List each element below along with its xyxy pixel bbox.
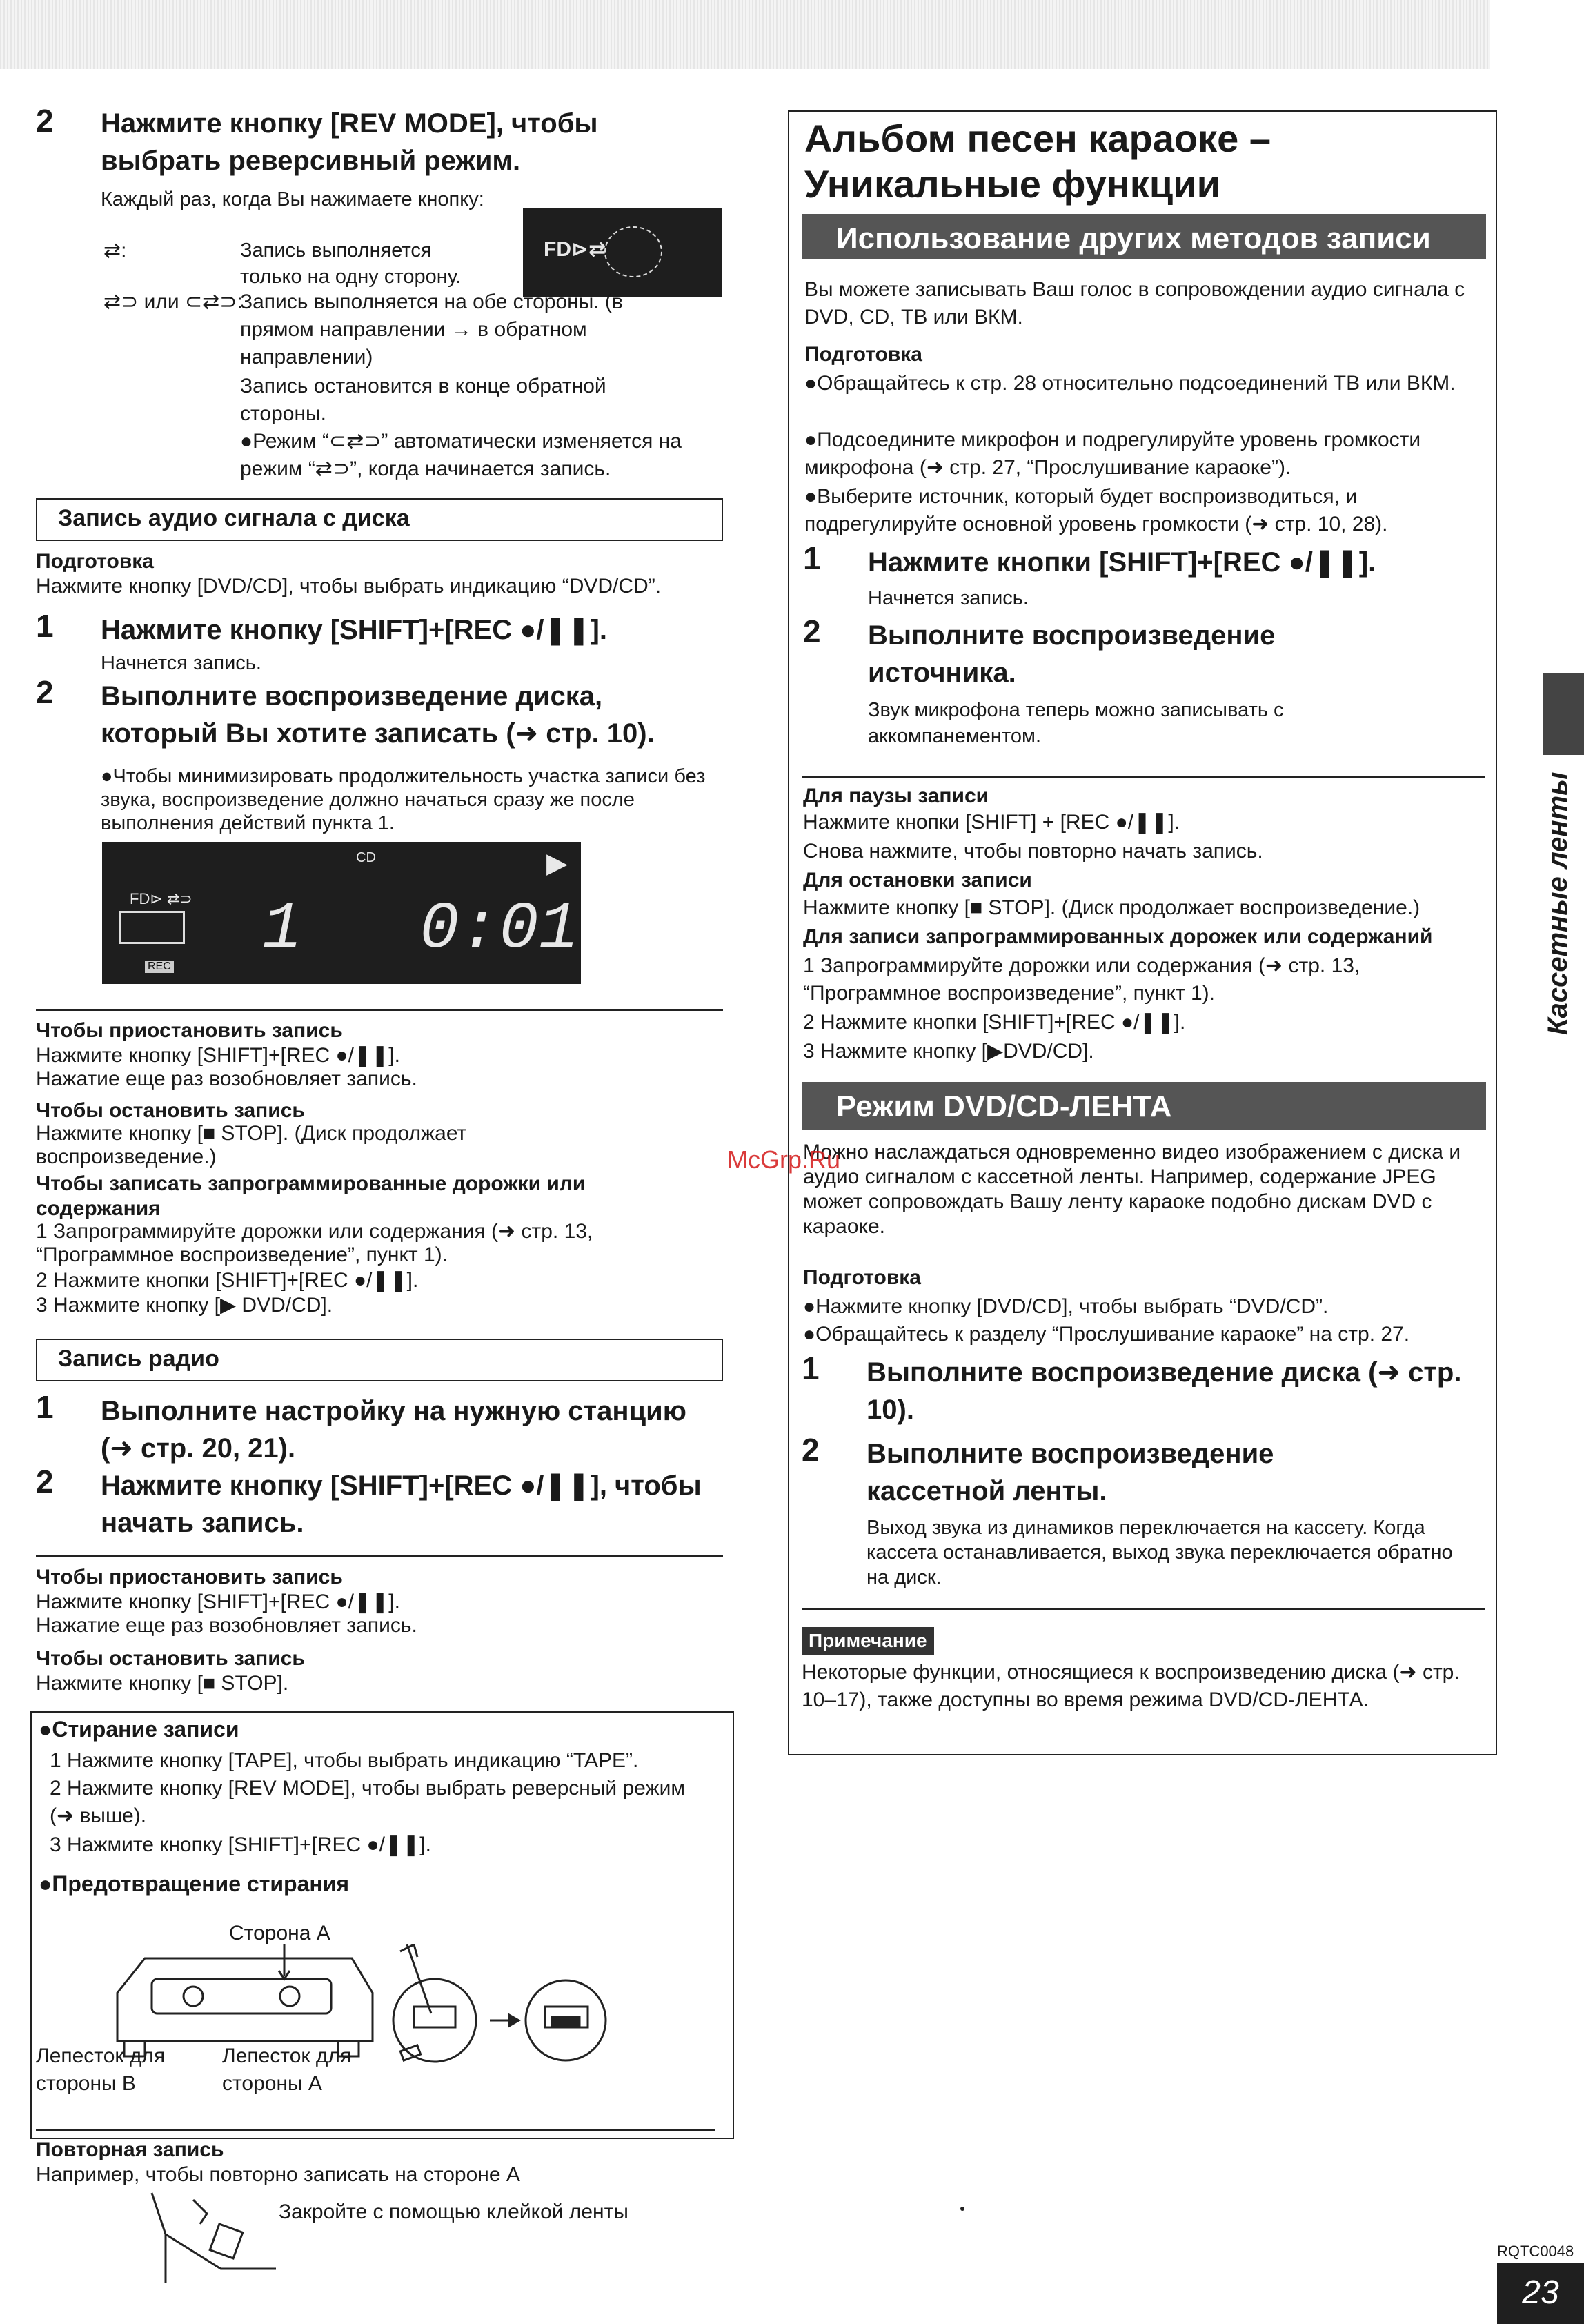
program-step: 1 Запрограммируйте дорожки или содержания (➜ стр. 13, “Программное воспроизведение”, пункт 1). <box>803 954 1360 1005</box>
prep-item: ●Выберите источник, который будет воспроизводиться, и подрегулируйте основной уровень громкости (➜ стр. 10, 28). <box>804 485 1388 535</box>
program-step: 1 Запрограммируйте дорожки или содержания (➜ стр. 13, “Программное воспроизведение”, пункт 1). <box>36 1220 593 1266</box>
tape-indicator: FD⊳ ⇄⊃ <box>130 890 192 907</box>
program-step: 2 Нажмите кнопки [SHIFT]+[REC ●/❚❚]. <box>36 1269 419 1292</box>
step-title-shift-rec: Нажмите кнопку [SHIFT]+[REC ●/❚❚]. <box>101 615 607 645</box>
program-step: 3 Нажмите кнопку [▶DVD/CD]. <box>803 1040 1094 1063</box>
step-sub-text: Начнется запись. <box>868 587 1029 609</box>
pause-text: Нажмите кнопку [SHIFT]+[REC ●/❚❚]. <box>36 1044 400 1067</box>
step-number: 1 <box>802 1350 820 1386</box>
tape-cover-diagram <box>124 2186 290 2289</box>
mode-both-sides-text: Запись выполняется на обе стороны. (в прямом направлении → в обратном направлении) <box>240 290 623 368</box>
pause-label: Чтобы приостановить запись <box>36 1019 343 1042</box>
step-number: 1 <box>36 1389 54 1425</box>
prep-label: Подготовка <box>803 1266 921 1289</box>
page-number: 23 <box>1497 2263 1584 2324</box>
prep-label: Подготовка <box>36 550 154 573</box>
mode-stop-text: Запись остановится в конце обратной стороны. <box>240 375 606 425</box>
protect-title: ●Предотвращение стирания <box>39 1871 350 1896</box>
step-number: 2 <box>36 1464 54 1499</box>
section-radio-recording: Запись радио <box>36 1339 723 1381</box>
minimize-silence-bullet: ●Чтобы минимизировать продолжительность участка записи без звука, воспроизведение должно начаться сразу же после выполнения действий пункта 1. <box>101 765 706 834</box>
page-title: Альбом песен караоке – Уникальные функции <box>804 117 1271 206</box>
step-title-shift-rec: Нажмите кнопки [SHIFT]+[REC ●/❚❚]. <box>868 547 1376 578</box>
cassette-illustration <box>117 1944 373 2056</box>
chapter-tab-marker <box>1543 673 1584 755</box>
prep-disc-text: Нажмите кнопку [DVD/CD], чтобы выбрать индикацию “DVD/CD”. <box>36 575 662 598</box>
banner-dvd-cd-tape: Режим DVD/CD-ЛЕНТА <box>802 1082 1486 1130</box>
erase-step: 1 Нажмите кнопку [TAPE], чтобы выбрать индикацию “TAPE”. <box>50 1749 639 1772</box>
divider <box>36 1555 723 1557</box>
pause-resume-text: Снова нажмите, чтобы повторно начать запись. <box>803 840 1263 863</box>
intro-text: Вы можете записывать Ваш голос в сопровождении аудио сигнала с DVD, CD, ТВ или ВКМ. <box>804 278 1465 328</box>
step-number: 1 <box>803 540 821 576</box>
section-disc-recording: Запись аудио сигнала с диска <box>36 498 723 541</box>
step-number: 2 <box>36 103 54 139</box>
scan-dot <box>960 2207 964 2211</box>
stop-label: Чтобы остановить запись <box>36 1647 305 1670</box>
stop-label: Чтобы остановить запись <box>36 1099 305 1122</box>
program-label: Чтобы записать запрограммированные дорожки или содержания <box>36 1172 586 1220</box>
step-number: 2 <box>803 613 821 649</box>
note-text: Некоторые функции, относящиеся к воспроизведению диска (➜ стр. 10–17), также доступны во время режима DVD/CD-ЛЕНТА. <box>802 1661 1460 1711</box>
erase-step: 3 Нажмите кнопку [SHIFT]+[REC ●/❚❚]. <box>50 1833 431 1856</box>
pause-resume-text: Нажатие еще раз возобновляет запись. <box>36 1067 417 1090</box>
prep-item: ●Подсоедините микрофон и подрегулируйте уровень громкости микрофона (➜ стр. 27, “Прослушивание караоке”). <box>804 429 1421 479</box>
divider <box>36 2129 715 2131</box>
rev-mode-display-image <box>523 208 722 297</box>
prep-item: ●Обращайтесь к стр. 28 относительно подсоединений ТВ или ВКМ. <box>804 372 1456 395</box>
recording-display-image <box>102 842 581 984</box>
tab-b-label: Лепесток для стороны B <box>36 2045 166 2095</box>
repeat-label: Повторная запись <box>36 2138 224 2161</box>
step-sub-text: Начнется запись. <box>101 652 261 674</box>
divider <box>802 1608 1485 1610</box>
step-title-tune: Выполните настройку на нужную станцию (➜ стр. 20, 21). <box>101 1396 686 1464</box>
step-title-play-disc: Выполните воспроизведение диска, который Вы хотите записать (➜ стр. 10). <box>101 681 655 749</box>
cassette-icon <box>119 911 185 944</box>
stop-text: Нажмите кнопку [■ STOP]. (Диск продолжает воспроизведение.) <box>36 1122 467 1168</box>
chapter-side-label: Кассетные ленты <box>1543 771 1573 1035</box>
step-number: 2 <box>802 1432 820 1468</box>
pause-label: Чтобы приостановить запись <box>36 1566 343 1588</box>
step-title-play-tape: Выполните воспроизведение кассетной ленты. <box>867 1439 1274 1506</box>
step-number: 1 <box>36 608 54 644</box>
mode-both-sides-symbol: ⇄⊃ или ⊂⇄⊃: <box>103 290 243 313</box>
prep-label: Подготовка <box>804 343 922 366</box>
step-title-play-source: Выполните воспроизведение источника. <box>868 620 1276 688</box>
step-number: 2 <box>36 674 54 710</box>
dvd-tape-intro: Можно наслаждаться одновременно видео изображением с диска и аудио сигналом с кассетной ленты. Например, содержание JPEG может сопровождать Вашу ленту караоке подобно дискам DVD с караоке. <box>803 1141 1461 1238</box>
mode-one-side-symbol: ⇄: <box>103 239 127 262</box>
arrow-right-icon <box>490 2015 519 2026</box>
pause-text: Нажмите кнопку [SHIFT]+[REC ●/❚❚]. <box>36 1591 400 1613</box>
step-title-rev-mode: Нажмите кнопку [REV MODE], чтобы выбрать реверсивный режим. <box>101 108 598 176</box>
rec-indicator: REC <box>145 961 174 973</box>
blink-circle <box>604 226 662 277</box>
step-title-play-disc: Выполните воспроизведение диска (➜ стр. 10). <box>867 1357 1462 1425</box>
banner-other-methods: Использование других методов записи <box>802 214 1486 259</box>
watermark: McGrp.Ru <box>727 1145 841 1174</box>
cd-indicator: CD <box>356 850 376 865</box>
divider <box>36 1009 723 1011</box>
note-label: Примечание <box>802 1627 934 1655</box>
mode-auto-bullet: ●Режим “⊂⇄⊃” автоматически изменяется на режим “⇄⊃”, когда начинается запись. <box>240 430 682 480</box>
tape-caption: Закройте с помощью клейкой ленты <box>279 2200 628 2223</box>
program-step: 3 Нажмите кнопку [▶ DVD/CD]. <box>36 1294 333 1317</box>
step-sub-text: Выход звука из динамиков переключается на кассету. Когда кассета останавливается, выход звука переключается обратно на диск. <box>867 1517 1453 1588</box>
tab-break-illustration <box>393 1944 476 2062</box>
repeat-text: Например, чтобы повторно записать на стороне А <box>36 2163 520 2186</box>
pause-label: Для паузы записи <box>803 785 989 807</box>
step-sub-text: Звук микрофона теперь можно записывать с аккомпанементом. <box>868 699 1284 747</box>
prep-item: ●Обращайтесь к разделу “Прослушивание караоке” на стр. 27. <box>803 1323 1410 1346</box>
document-code: RQTC0048 <box>1497 2243 1574 2260</box>
tape-cover-illustration <box>152 2193 276 2283</box>
play-icon: ▶ <box>546 848 568 878</box>
stop-text: Нажмите кнопку [■ STOP]. (Диск продолжает воспроизведение.) <box>803 896 1420 919</box>
program-step: 2 Нажмите кнопки [SHIFT]+[REC ●/❚❚]. <box>803 1011 1186 1034</box>
scan-top-band <box>0 0 1490 69</box>
divider <box>802 776 1485 778</box>
erase-title: ●Стирание записи <box>39 1717 239 1742</box>
side-a-label: Сторона А <box>229 1922 330 1944</box>
program-label: Для записи запрограммированных дорожек или содержаний <box>803 925 1433 948</box>
erase-step: 2 Нажмите кнопку [REV MODE], чтобы выбрать реверсный режим (➜ выше). <box>50 1777 685 1827</box>
mode-one-side-text: Запись выполняется только на одну сторону. <box>240 239 462 288</box>
prep-item: ●Нажмите кнопку [DVD/CD], чтобы выбрать “DVD/CD”. <box>803 1295 1329 1318</box>
step-title-start-rec: Нажмите кнопку [SHIFT]+[REC ●/❚❚], чтобы начать запись. <box>101 1470 702 1538</box>
display-indicator: FD⊳⇄ <box>544 238 606 261</box>
tab-removed-illustration <box>526 1980 606 2060</box>
time-readout: 0:01 <box>419 892 579 967</box>
each-press-text: Каждый раз, когда Вы нажимаете кнопку: <box>101 188 484 210</box>
pause-resume-text: Нажатие еще раз возобновляет запись. <box>36 1614 417 1637</box>
stop-label: Для остановки записи <box>803 869 1032 892</box>
track-number: 1 <box>262 892 302 967</box>
tab-a-label: Лепесток для стороны A <box>222 2045 352 2095</box>
pause-text: Нажмите кнопки [SHIFT] + [REC ●/❚❚]. <box>803 811 1180 834</box>
stop-text: Нажмите кнопку [■ STOP]. <box>36 1672 289 1695</box>
